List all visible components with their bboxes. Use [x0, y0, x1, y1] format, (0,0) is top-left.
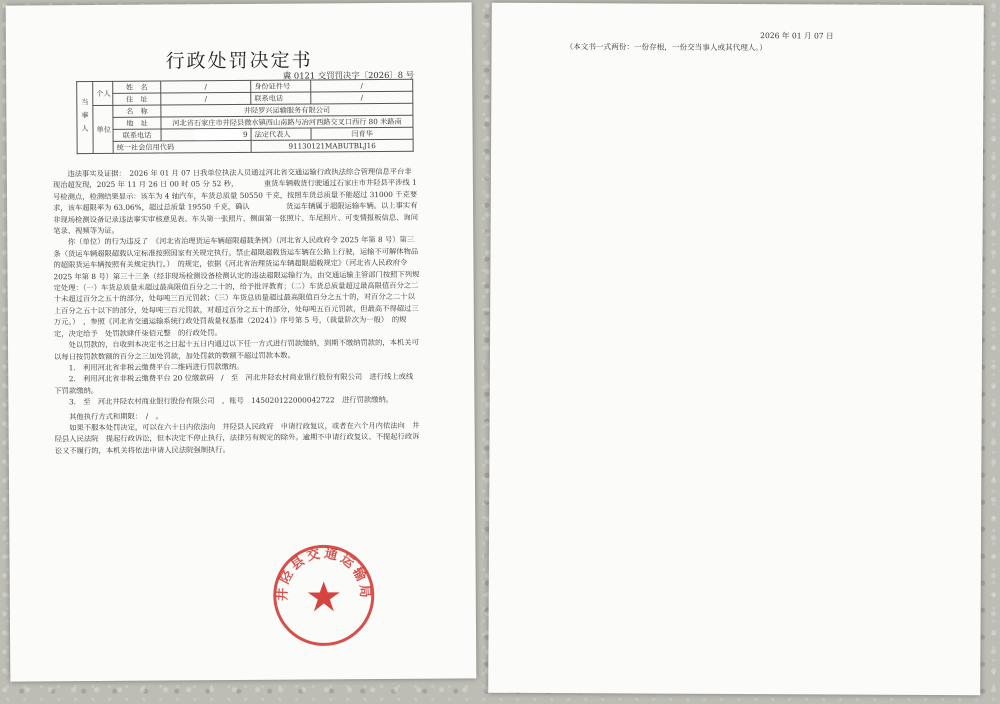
seal-star: [308, 581, 340, 611]
facts-paragraph: 违法事实及证据： 2026 年 01 月 07 日我单位执法人员通过河北省交通运输行政执法综合管理信息平台非现治超发现，2025 年 11 月 26 日 00 时 05 分 52 秒， 重货车辆载货行驶通过石家庄市井陉县平涉线 1 号检测点，检测结果显示：该车为 4 轴汽车，车货总质量 50550 千克，按照车货总质量不能超过 31000 千克要求，该车超限率为 63.06%，超过总质量 19550 千克，确认 货运车辆属于超限运输车辆。以上事实有非现场检测设备记录违法事实审核意见表、车头第一张照片、侧面第一张照片、车尾照片、可变情报板信息、询问笔录、视频等为证。: [52, 166, 419, 236]
payment-paragraph: 处以罚款的，自收到本决定书之日起十五日内通过以下任一方式进行罚款缴纳，到期不缴纳罚款的，本机关可以每日按罚款数额的百分之三加处罚款，加处罚款的数额不超过罚款本数。: [54, 337, 419, 361]
redaction-blur: [199, 130, 243, 138]
appeal-paragraph: 如果不服本处罚决定，可以在六十日内依法向 井陉县人民政府 申请行政复议，或者在六个月内依法向 井陉县人民法院 提起行政诉讼，但本决定不停止执行，法律另有规定的除外。逾期不申请行政复议、不提起行政诉讼又不履行的，本机关将依法申请人民法院强制执行。: [54, 420, 420, 456]
party-label: 当事人: [77, 82, 94, 154]
individual-name-label: 姓 名: [113, 81, 161, 93]
left-page: [6, 2, 477, 681]
official-seal: [271, 543, 376, 648]
unit-rep-value: 闫育华: [311, 127, 413, 140]
individual-address-label: 住 址: [113, 93, 161, 105]
issue-date: 2026 年 01 月 07 日: [760, 31, 834, 41]
unit-address-label: 地 址: [113, 117, 161, 129]
unit-name-value: 井陉罗兴运输服务有限公司: [161, 103, 413, 117]
individual-label: 个人: [93, 81, 113, 105]
right-page: [488, 3, 984, 696]
party-info-table: [76, 79, 414, 154]
unit-phone-value: 9: [242, 129, 248, 139]
unit-credit-label: 统一社会信用代码: [113, 140, 251, 153]
other-execution: 其他执行方式和期限： / 。: [69, 411, 163, 421]
seal-text: 井陉县交通运输局: [275, 546, 373, 602]
unit-address-value: 河北省石家庄市井陉县微水镇西山南路与冶河西路交叉口西行 80 米路南: [161, 115, 413, 129]
payment-method-2: 2. 利用河北省非税云缴费平台 20 位缴款码 / 至 河北井陉农村商业银行股份有限公司 进行线上或线下罚款缴纳。: [54, 372, 414, 396]
payment-method-3: 3. 至 河北井陉农村商业银行股份有限公司 ，账号 145020122000042722 进行罚款缴纳。: [68, 395, 394, 407]
decision-body: [53, 166, 421, 457]
individual-address-value: /: [161, 92, 251, 105]
unit-name-label: 名 称: [113, 105, 161, 117]
individual-phone-label: 联系电话: [251, 92, 311, 104]
document-title: 行政处罚决定书: [165, 49, 313, 73]
copies-note: （本文书一式两份：一份存根，一份交当事人或其代理人。）: [565, 42, 767, 53]
unit-label: 单位: [93, 105, 113, 153]
unit-phone-cell: [161, 128, 251, 141]
payment-method-1: 1. 利用河北省非税云缴费平台二维码进行罚款缴纳。: [68, 361, 244, 373]
legal-basis-paragraph: 你（单位）的行为违反了 《河北省治理货运车辆超限超载条例》（河北省人民政府令 2025 年第 8 号）第三条（货运车辆超限超载认定标准按照国家有关规定执行。禁止超限超载货运车辆在公路上行驶，运输不可解体物品的超限货运车辆按照有关规定执行。） 的规定，依据《河北省治理货运车辆超限超载规定》（河北省人民政府令 2025 年第 8 号）第三十三条（经非现场检测设备检测认定的违法超限运输行为，由交通运输主管部门按照下列规定处理：（一）车货总质量未超过最高限值百分之二十的，给予批评教育；（二）车货总质量超过最高限值百分之二十未超过百分之五十的部分，处每吨三百元罚款；（三）车货总质量超过最高限值百分之五十的，对百分之二十以上百分之五十以下的部分，处每吨三百元罚款，对超过百分之五十的部分，处每吨五百元罚款，但最高不得超过三万元。） ，参照《河北省交通运输系统行政处罚裁量权基准（2024）》序号第 5 号，（裁量阶次为一般） 的规定，决定给予 处罚款肆仟柒佰元整 的行政处罚。: [53, 235, 420, 338]
individual-id-value: /: [311, 79, 413, 92]
individual-phone-value: /: [311, 91, 413, 104]
unit-credit-value: 91130121MABUTBLJ16: [251, 139, 413, 152]
individual-name-value: /: [161, 80, 251, 93]
document-number: 冀 0121 交罚罚决字〔2026〕8 号: [282, 69, 415, 81]
unit-phone-label: 联系电话: [113, 129, 161, 141]
unit-rep-label: 法定代表人: [251, 128, 311, 140]
individual-id-label: 身份证件号: [251, 80, 311, 92]
